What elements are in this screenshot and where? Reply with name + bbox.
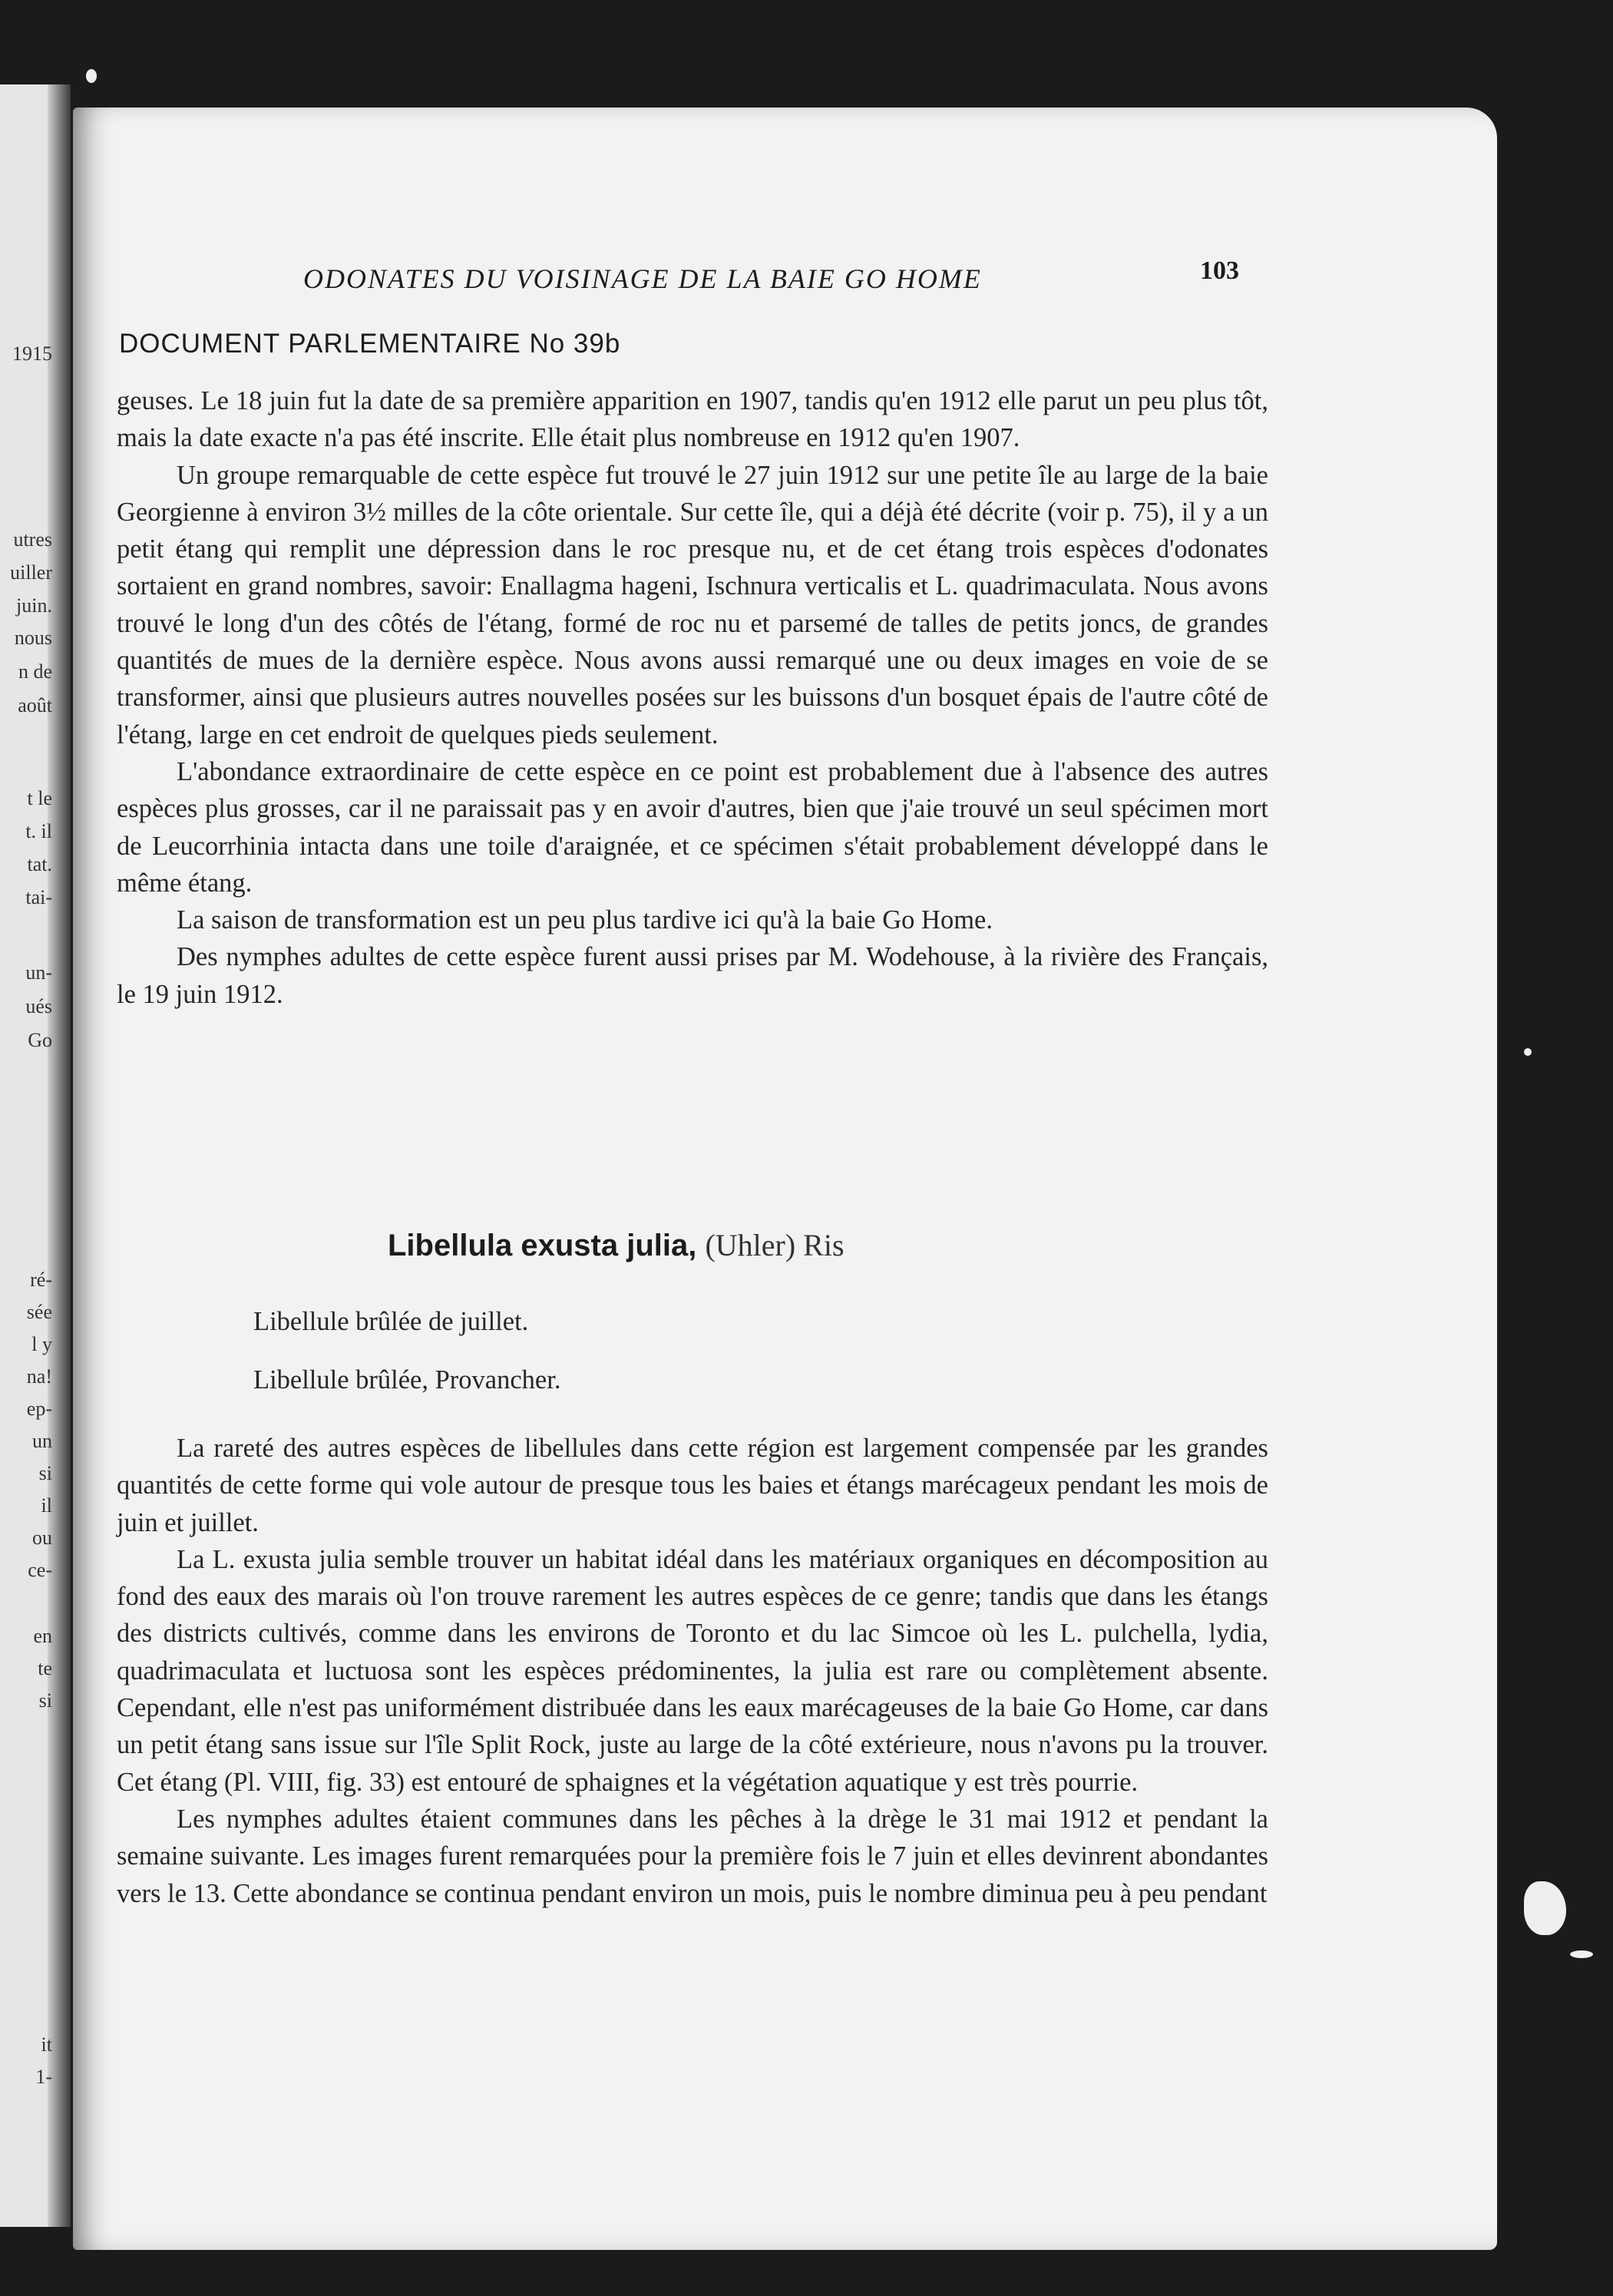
adjacent-page-word-fragment: en <box>33 1625 52 1647</box>
adjacent-page-word-fragment: 1915 <box>12 342 52 365</box>
adjacent-page-word-fragment: ré- <box>30 1269 52 1291</box>
adjacent-page-word-fragment: te <box>38 1657 52 1679</box>
body-text-bottom <box>117 1430 1268 1912</box>
adjacent-page-word-fragment: na! <box>26 1365 52 1388</box>
adjacent-page-word-fragment: si <box>38 1689 52 1712</box>
adjacent-page-word-fragment: Go <box>28 1029 52 1051</box>
adjacent-page-word-fragment: juin. <box>16 594 52 617</box>
adjacent-page-word-fragment: tat. <box>27 853 52 875</box>
adjacent-page-word-fragment: un- <box>25 961 52 984</box>
paragraph: La L. exusta julia semble trouver un habitat idéal dans les matériaux organiques en décomposition au fond des eaux des marais où l'on trouve rarement les autres espèces de ce genre; tandis que dans les étangs des districts cultivés, comme dans les environs de Toronto et du lac Simcoe où les L. pulchella, lydia, quadrimaculata et luctuosa sont les espèces prédominentes, la julia est rare ou complètement absente. Cependant, elle n'est pas uniformément distribuée dans les eaux marécageuses de la baie Go Home, car dans un petit étang sans issue sur l'île Split Rock, juste au large de la côté extérieure, nous n'avons pu la trouver. Cet étang (Pl. VIII, fig. 33) est entouré de sphaignes et la végétation aquatique y est très pourrie. <box>117 1544 1268 1797</box>
adjacent-page-word-fragment: août <box>18 694 52 716</box>
paragraph: geuses. Le 18 juin fut la date de sa première apparition en 1907, tandis qu'en 1912 elle parut un peu plus tôt, mais la date exacte n'a pas été inscrite. Elle était plus nombreuse en 1912 qu'en 1907. <box>117 386 1268 453</box>
dust-speck <box>1570 1950 1593 1958</box>
adjacent-page-word-fragment: nous <box>14 627 52 649</box>
adjacent-page-word-fragment: it <box>41 2033 52 2056</box>
page-number: 103 <box>1200 256 1239 285</box>
adjacent-page-word-fragment: tai- <box>25 886 52 908</box>
adjacent-page-word-fragment: l y <box>31 1333 52 1355</box>
adjacent-page-word-fragment: ués <box>25 995 52 1017</box>
paragraph: Les nymphes adultes étaient communes dans les pêches à la drège le 31 mai 1912 et pendant la semaine suivante. Les images furent remarquées pour la première fois le 7 juin et elles devinrent abondantes vers le 13. Cette abondance se continua pendant environ un mois, puis le nombre diminua peu à peu pendant <box>117 1804 1268 1908</box>
adjacent-page-word-fragment: ce- <box>28 1559 52 1581</box>
adjacent-page-word-fragment: t le <box>27 787 52 809</box>
species-heading <box>388 1227 845 1263</box>
adjacent-page-word-fragment: t. il <box>25 820 52 842</box>
body-text-top <box>117 382 1268 1013</box>
dust-speck <box>1524 1048 1532 1056</box>
dust-speck <box>1524 1881 1566 1935</box>
adjacent-page-word-fragment: ou <box>32 1527 52 1549</box>
adjacent-page-word-fragment: 1- <box>35 2066 52 2088</box>
paragraph: La rareté des autres espèces de libellules dans cette région est largement compensée par les grandes quantités de cette forme qui vole autour de presque tous les baies et étangs marécageux pendant les mois de juin et juillet. <box>117 1434 1268 1537</box>
adjacent-page-word-fragment: ep- <box>26 1398 52 1420</box>
dust-speck <box>86 69 97 83</box>
adjacent-page-word-fragment: un <box>32 1430 52 1452</box>
common-name-1: Libellule brûlée de juillet. <box>253 1307 529 1336</box>
adjacent-page-word-fragment: utres <box>13 528 52 551</box>
species-name: Libellula exusta julia, <box>388 1229 697 1262</box>
adjacent-page-word-fragment: sée <box>26 1301 52 1323</box>
running-head: ODONATES DU VOISINAGE DE LA BAIE GO HOME <box>303 263 982 294</box>
document-label: DOCUMENT PARLEMENTAIRE No 39b <box>119 329 621 359</box>
adjacent-page-word-fragment: si <box>38 1462 52 1484</box>
adjacent-page-word-fragment: il <box>41 1494 52 1517</box>
paragraph: L'abondance extraordinaire de cette espèce en ce point est probablement due à l'absence des autres espèces plus grosses, car il ne paraissait pas y en avoir d'autres, bien que j'aie trouvé un seul spécimen mort de Leucorrhinia intacta dans une toile d'araignée, et ce spécimen s'était probablement développé dans le même étang. <box>117 756 1268 898</box>
species-author: (Uhler) Ris <box>705 1228 845 1262</box>
paragraph: Un groupe remarquable de cette espèce fut trouvé le 27 juin 1912 sur une petite île au large de la baie Georgienne à environ 3½ milles de la côte orientale. Sur cette île, qui a déjà été décrite (voir p. 75), il y a un petit étang qui remplit une dépression dans le roc presque nu, et de cet étang trois espèces d'odonates sortaient en grand nombres, savoir: Enallagma hageni, Ischnura verticalis et L. quadrimaculata. Nous avons trouvé le long d'un des côtés de l'étang, formé de roc nu et parsemé de talles de petits joncs, de grandes quantités de mues de la dernière espèce. Nous avons aussi remarqué une ou deux images en voie de se transformer, ainsi que plusieurs autres nouvelles posées sur les buissons d'un bosquet épais de l'autre côté de l'étang, large en cet endroit de quelques pieds seulement. <box>117 460 1268 749</box>
adjacent-page-word-fragment: uiller <box>10 561 52 584</box>
common-name-2: Libellule brûlée, Provancher. <box>253 1365 561 1394</box>
paragraph: Des nymphes adultes de cette espèce furent aussi prises par M. Wodehouse, à la rivière des Français, le 19 juin 1912. <box>117 942 1268 1009</box>
page-gutter-shadow <box>48 84 71 2227</box>
paragraph: La saison de transformation est un peu plus tardive ici qu'à la baie Go Home. <box>177 905 993 935</box>
adjacent-page-word-fragment: n de <box>18 660 52 683</box>
